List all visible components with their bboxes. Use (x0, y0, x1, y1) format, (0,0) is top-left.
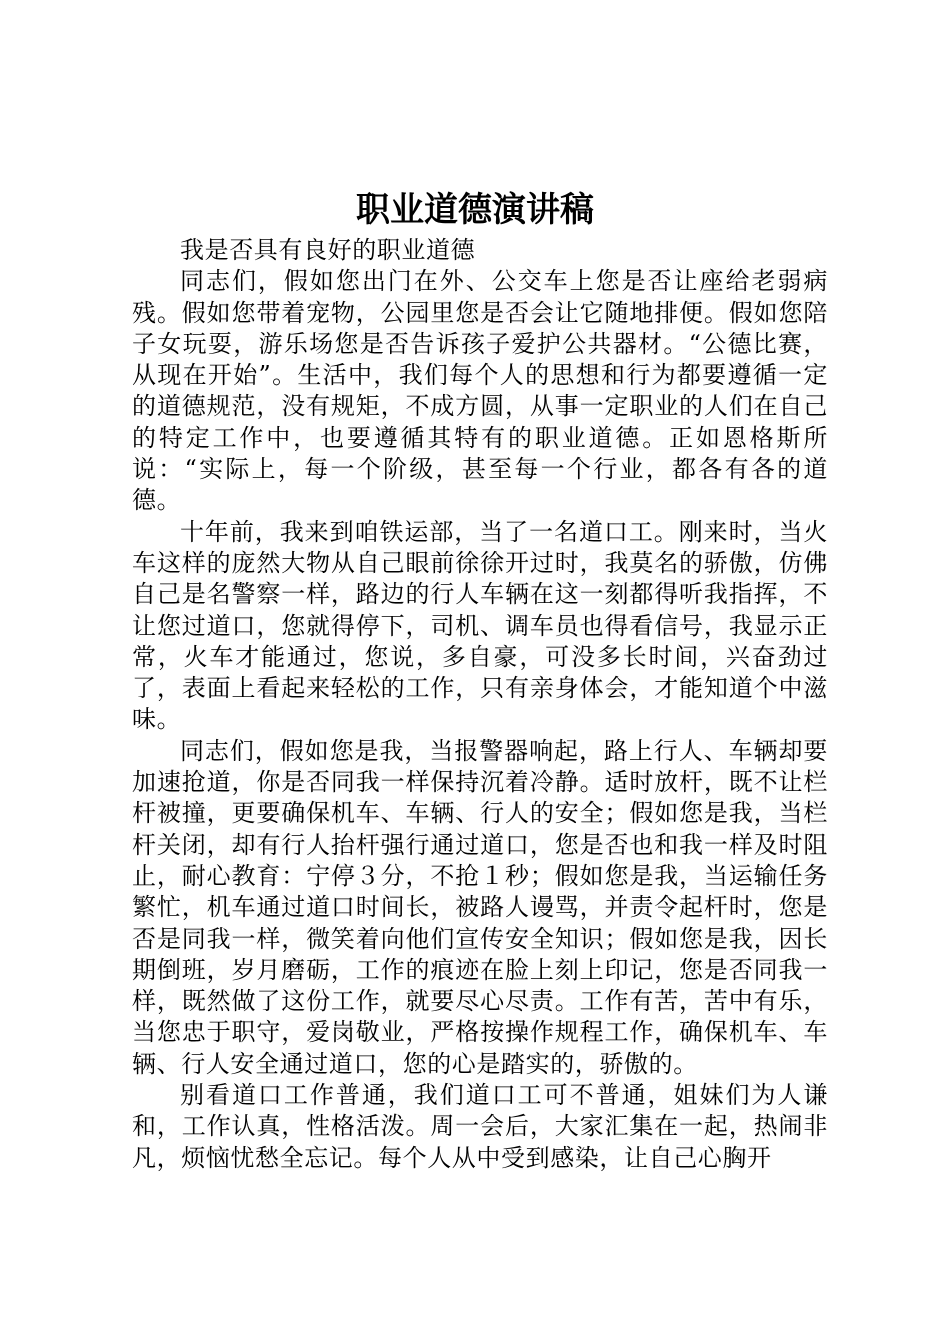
paragraph-3: 同志们，假如您是我，当报警器响起，路上行人、车辆却要加速抢道，你是否同我一样保持沉着冷静。适时放杆，既不让栏杆被撞，更要确保机车、车辆、行人的安全；假如您是我，当栏杆关闭，却有行人抬杆强行通过道口，您是否也和我一样及时阻止，耐心教育：宁停３分，不抢１秒；假如您是我，当运输任务繁忙，机车通过道口时间长，被路人谩骂，并责令起杆时，您是否是同我一样，微笑着向他们宣传安全知识；假如您是我，因长期倒班，岁月磨砺，工作的痕迹在脸上刻上印记，您是否同我一样，既然做了这份工作，就要尽心尽责。工作有苦，苦中有乐，当您忠于职守，爱岗敬业，严格按操作规程工作，确保机车、车辆、行人安全通过道口，您的心是踏实的，骄傲的。 (132, 736, 828, 1078)
paragraph-2: 十年前，我来到咱铁运部，当了一名道口工。刚来时，当火车这样的庞然大物从自己眼前徐徐开过时，我莫名的骄傲，仿佛自己是名警察一样，路边的行人车辆在这一刻都得听我指挥，不让您过道口，您就得停下，司机、调车员也得看信号，我显示正常，火车才能通过，您说，多自豪，可没多长时间，兴奋劲过了，表面上看起来轻松的工作，只有亲身体会，才能知道个中滋味。 (132, 517, 828, 734)
document-subtitle: 我是否具有良好的职业道德 (180, 236, 476, 264)
document-title: 职业道德演讲稿 (356, 190, 594, 230)
document-body (132, 235, 828, 1174)
paragraph-1: 同志们，假如您出门在外、公交车上您是否让座给老弱病残。假如您带着宠物，公园里您是否会让它随地排便。假如您陪子女玩耍，游乐场您是否告诉孩子爱护公共器材。“公德比赛，从现在开始”。生活中，我们每个人的思想和行为都要遵循一定的道德规范，没有规矩，不成方圆，从事一定职业的人们在自己的特定工作中，也要遵循其特有的职业道德。正如恩格斯所说：“实际上，每一个阶级，甚至每一个行业，都各有各的道德。 (132, 267, 828, 515)
paragraph-4: 别看道口工作普通，我们道口工可不普通，姐妹们为人谦和，工作认真，性格活泼。周一会后，大家汇集在一起，热闹非凡，烦恼忧愁全忘记。每个人从中受到感染，让自己心胸开 (132, 1081, 828, 1172)
